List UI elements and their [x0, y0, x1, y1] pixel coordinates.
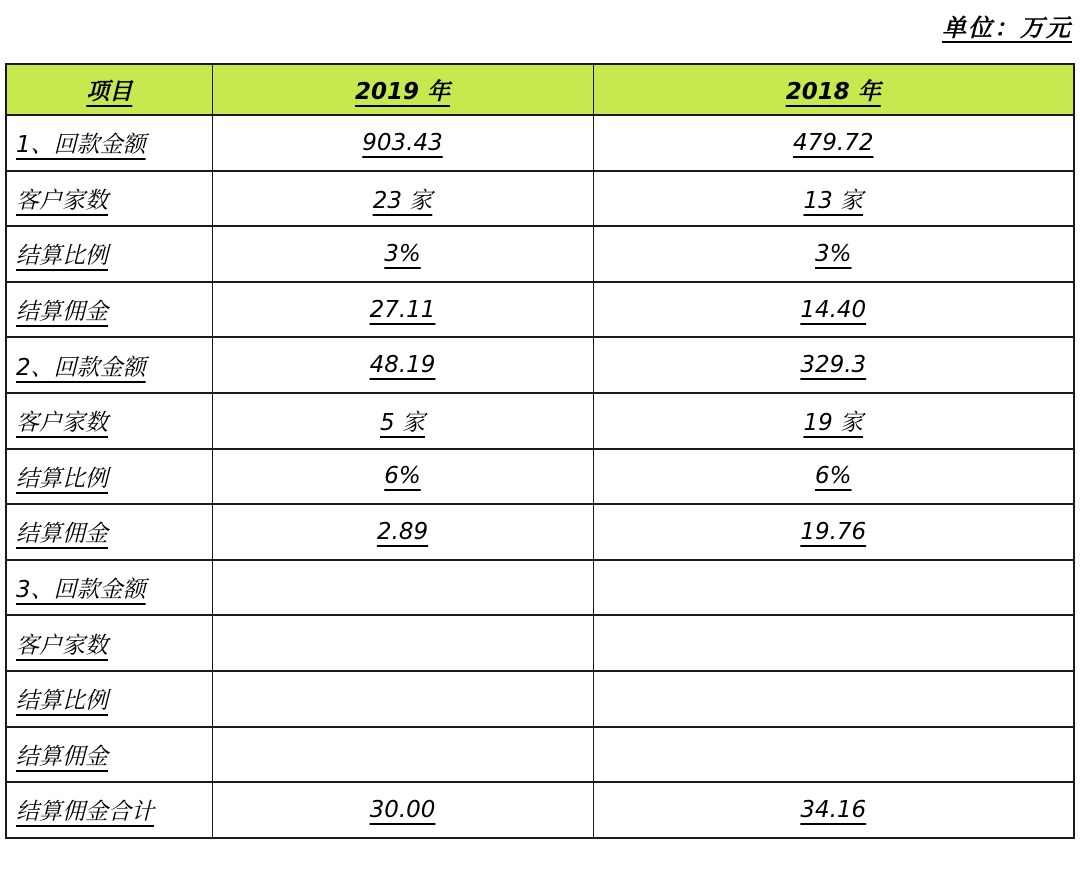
value-2019-cell — [212, 560, 593, 616]
table-row — [6, 449, 1074, 505]
value-2018-cell — [593, 393, 1074, 449]
value-2019-cell — [212, 337, 593, 393]
row-label-cell — [6, 449, 212, 505]
settlement-table — [5, 63, 1075, 839]
value-2019-cell — [212, 171, 593, 227]
value-2018: 13 家 — [803, 187, 864, 214]
value-2018-cell — [593, 727, 1074, 783]
value-2018-cell — [593, 504, 1074, 560]
header-cell-2019 — [212, 64, 593, 115]
value-2019-cell — [212, 226, 593, 282]
value-2019: 2.89 — [376, 518, 429, 545]
row-label-cell — [6, 727, 212, 783]
row-label-cell — [6, 782, 212, 838]
value-2018: 19 家 — [803, 410, 864, 437]
table-row — [6, 560, 1074, 616]
table-row — [6, 671, 1074, 727]
value-2019: 5 家 — [380, 410, 425, 437]
value-2018: 6% — [815, 463, 852, 490]
value-2018-cell — [593, 337, 1074, 393]
table-row — [6, 504, 1074, 560]
value-2018-cell — [593, 449, 1074, 505]
row-label: 客户家数 — [16, 632, 108, 659]
value-2019: 6% — [384, 463, 421, 490]
row-label: 结算比例 — [16, 688, 108, 715]
value-2019-cell — [212, 727, 593, 783]
row-label-cell — [6, 393, 212, 449]
row-label: 结算比例 — [16, 465, 108, 492]
value-2019-cell — [212, 282, 593, 338]
table-row — [6, 393, 1074, 449]
row-label: 结算佣金 — [16, 299, 108, 326]
value-2019-cell — [212, 504, 593, 560]
table-row — [6, 282, 1074, 338]
value-2019-cell — [212, 449, 593, 505]
header-cell-2018 — [593, 64, 1074, 115]
row-label: 结算佣金合计 — [16, 799, 154, 826]
header-row — [6, 64, 1074, 115]
value-2019: 903.43 — [362, 129, 443, 156]
value-2018-cell — [593, 615, 1074, 671]
value-2018-cell — [593, 560, 1074, 616]
unit-label: 单位：万元 — [942, 13, 1072, 42]
row-label: 客户家数 — [16, 187, 108, 214]
row-label-cell — [6, 226, 212, 282]
row-label-cell — [6, 337, 212, 393]
row-label-cell — [6, 504, 212, 560]
row-label-cell — [6, 171, 212, 227]
value-2018: 479.72 — [793, 129, 874, 156]
value-2019-cell — [212, 615, 593, 671]
value-2018-cell — [593, 782, 1074, 838]
value-2019: 30.00 — [369, 796, 436, 823]
row-label-cell — [6, 115, 212, 171]
table-header — [6, 64, 1074, 115]
table-row — [6, 115, 1074, 171]
row-label-cell — [6, 282, 212, 338]
table-row — [6, 615, 1074, 671]
value-2019-cell — [212, 782, 593, 838]
row-label: 3、回款金额 — [16, 577, 146, 604]
value-2018: 19.76 — [800, 518, 867, 545]
header-cell-item — [6, 64, 212, 115]
table-row — [6, 171, 1074, 227]
value-2019-cell — [212, 393, 593, 449]
row-label-cell — [6, 671, 212, 727]
value-2019: 27.11 — [369, 296, 436, 323]
row-label: 客户家数 — [16, 410, 108, 437]
value-2019: 48.19 — [369, 352, 436, 379]
row-label: 结算比例 — [16, 243, 108, 270]
value-2018: 3% — [815, 240, 852, 267]
table-body — [6, 115, 1074, 838]
table-row — [6, 727, 1074, 783]
row-label-cell — [6, 560, 212, 616]
table-row — [6, 226, 1074, 282]
value-2018-cell — [593, 171, 1074, 227]
row-label: 结算佣金 — [16, 521, 108, 548]
header-item-label: 项目 — [86, 79, 133, 105]
value-2019-cell — [212, 671, 593, 727]
value-2019: 3% — [384, 240, 421, 267]
row-label-cell — [6, 615, 212, 671]
header-2019-label: 2019 年 — [354, 79, 451, 105]
value-2018: 34.16 — [800, 796, 867, 823]
header-2018-label: 2018 年 — [785, 79, 881, 105]
value-2018-cell — [593, 226, 1074, 282]
value-2018-cell — [593, 671, 1074, 727]
value-2019: 23 家 — [372, 187, 433, 214]
value-2018-cell — [593, 115, 1074, 171]
value-2018: 14.40 — [800, 296, 867, 323]
table-row — [6, 782, 1074, 838]
row-label: 结算佣金 — [16, 743, 108, 770]
table-row — [6, 337, 1074, 393]
row-label: 2、回款金额 — [16, 354, 146, 381]
row-label: 1、回款金额 — [16, 132, 146, 159]
value-2019-cell — [212, 115, 593, 171]
value-2018-cell — [593, 282, 1074, 338]
value-2018: 329.3 — [800, 352, 867, 379]
